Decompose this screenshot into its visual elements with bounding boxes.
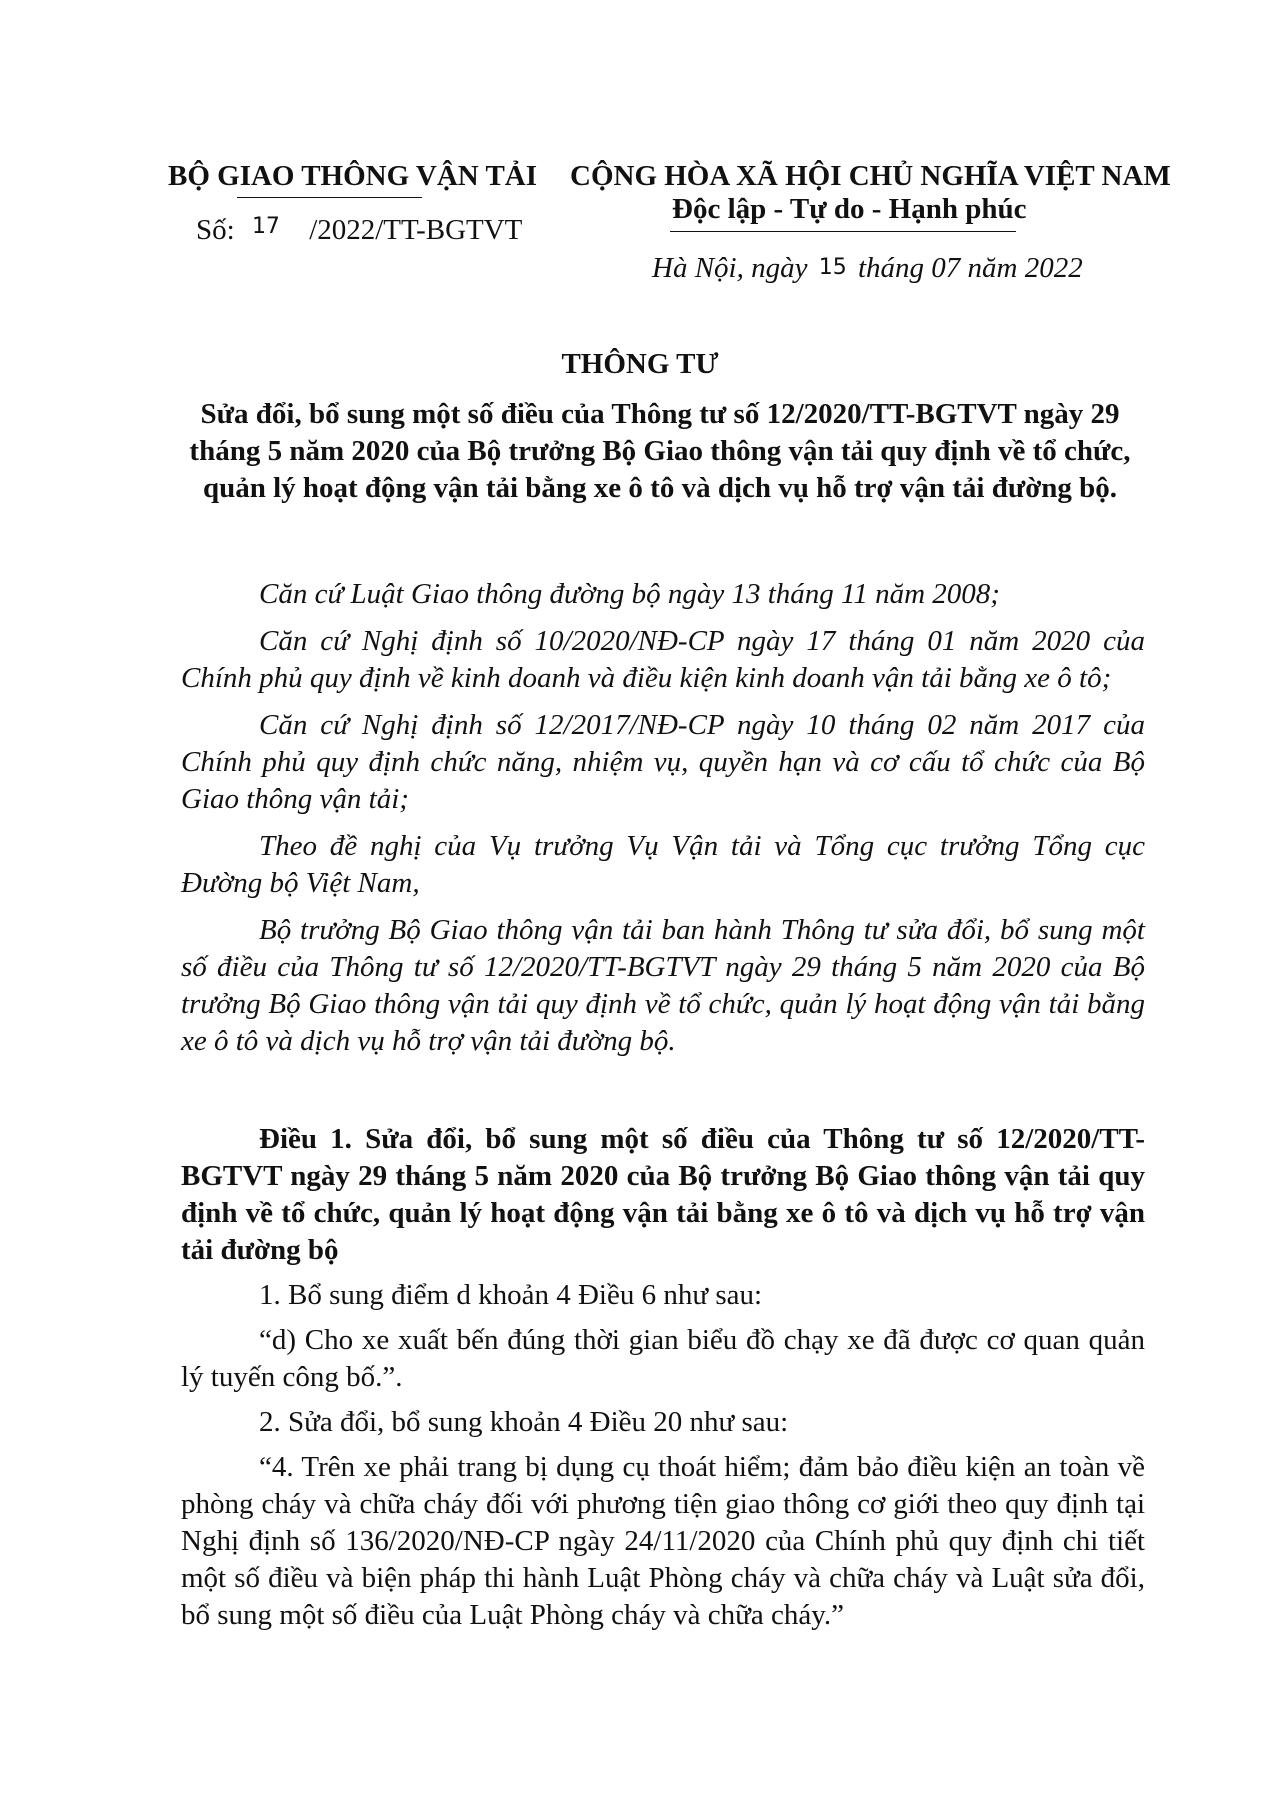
date-prefix: Hà Nội, ngày xyxy=(652,252,808,284)
legal-basis xyxy=(181,576,1145,1070)
article-paragraph: “d) Cho xe xuất bến đúng thời gian biểu đồ chạy xe đã được cơ quan quản lý tuyến công bố.”. xyxy=(181,1324,1145,1393)
number-prefix: Số: xyxy=(196,214,235,246)
motto-underline xyxy=(670,231,1016,232)
country-name: CỘNG HÒA XÃ HỘI CHỦ NGHĨA VIỆT NAM xyxy=(570,160,1171,192)
article-1 xyxy=(181,1121,1145,1642)
date-day-handwritten: 15 xyxy=(818,255,847,280)
basis-item: Căn cứ Luật Giao thông đường bộ ngày 13 tháng 11 năm 2008; xyxy=(259,578,1000,610)
ministry-underline xyxy=(237,197,422,198)
article-paragraph: 2. Sửa đổi, bổ sung khoản 4 Điều 20 như sau: xyxy=(259,1406,789,1438)
document-type: THÔNG TƯ xyxy=(561,348,719,380)
article-heading: Điều 1. Sửa đổi, bổ sung một số điều của Thông tư số 12/2020/TT-BGTVT ngày 29 tháng 5 năm 2020 của Bộ trưởng Bộ Giao thông vận tải quy định về tổ chức, quản lý hoạt động vận tải bằng xe ô tô và dịch vụ hỗ trợ vận tải đường bộ xyxy=(181,1123,1145,1266)
date-suffix: tháng 07 năm 2022 xyxy=(857,252,1083,284)
basis-item: Căn cứ Nghị định số 10/2020/NĐ-CP ngày 17 tháng 01 năm 2020 của Chính phủ quy định về kinh doanh và điều kiện kinh doanh vận tải bằng xe ô tô; xyxy=(181,625,1145,694)
issue-date xyxy=(652,250,1083,289)
number-suffix: /2022/TT-BGTVT xyxy=(309,214,523,246)
basis-item: Căn cứ Nghị định số 12/2017/NĐ-CP ngày 10 tháng 02 năm 2017 của Chính phủ quy định chức năng, nhiệm vụ, quyền hạn và cơ cấu tổ chức của Bộ Giao thông vận tải; xyxy=(181,709,1145,815)
number-handwritten: 17 xyxy=(251,214,280,239)
basis-item: Theo đề nghị của Vụ trưởng Vụ Vận tải và Tổng cục trưởng Tổng cục Đường bộ Việt Nam, xyxy=(181,830,1145,899)
article-paragraph: “4. Trên xe phải trang bị dụng cụ thoát hiểm; đảm bảo điều kiện an toàn về phòng cháy và chữa cháy đối với phương tiện giao thông cơ giới theo quy định tại Nghị định số 136/2020/NĐ-CP ngày 24/11/2020 của Chính phủ quy định chi tiết một số điều và biện pháp thi hành Luật Phòng cháy và chữa cháy và Luật sửa đổi, bổ sung một số điều của Luật Phòng cháy và chữa cháy.” xyxy=(181,1451,1145,1631)
national-motto: Độc lập - Tự do - Hạnh phúc xyxy=(672,193,1027,225)
article-paragraph: 1. Bổ sung điểm d khoản 4 Điều 6 như sau: xyxy=(259,1279,763,1311)
document-subtitle: Sửa đổi, bổ sung một số điều của Thông tư số 12/2020/TT-BGTVT ngày 29 tháng 5 năm 2020 của Bộ trưởng Bộ Giao thông vận tải quy định về tổ chức, quản lý hoạt động vận tải bằng xe ô tô và dịch vụ hỗ trợ vận tải đường bộ. xyxy=(189,398,1131,504)
ministry-name: BỘ GIAO THÔNG VẬN TẢI xyxy=(168,160,538,192)
document-number xyxy=(196,212,522,251)
basis-item: Bộ trưởng Bộ Giao thông vận tải ban hành Thông tư sửa đổi, bổ sung một số điều của Thông tư số 12/2020/TT-BGTVT ngày 29 tháng 5 năm 2020 của Bộ trưởng Bộ Giao thông vận tải quy định về tổ chức, quản lý hoạt động vận tải bằng xe ô tô và dịch vụ hỗ trợ vận tải đường bộ. xyxy=(181,914,1145,1057)
